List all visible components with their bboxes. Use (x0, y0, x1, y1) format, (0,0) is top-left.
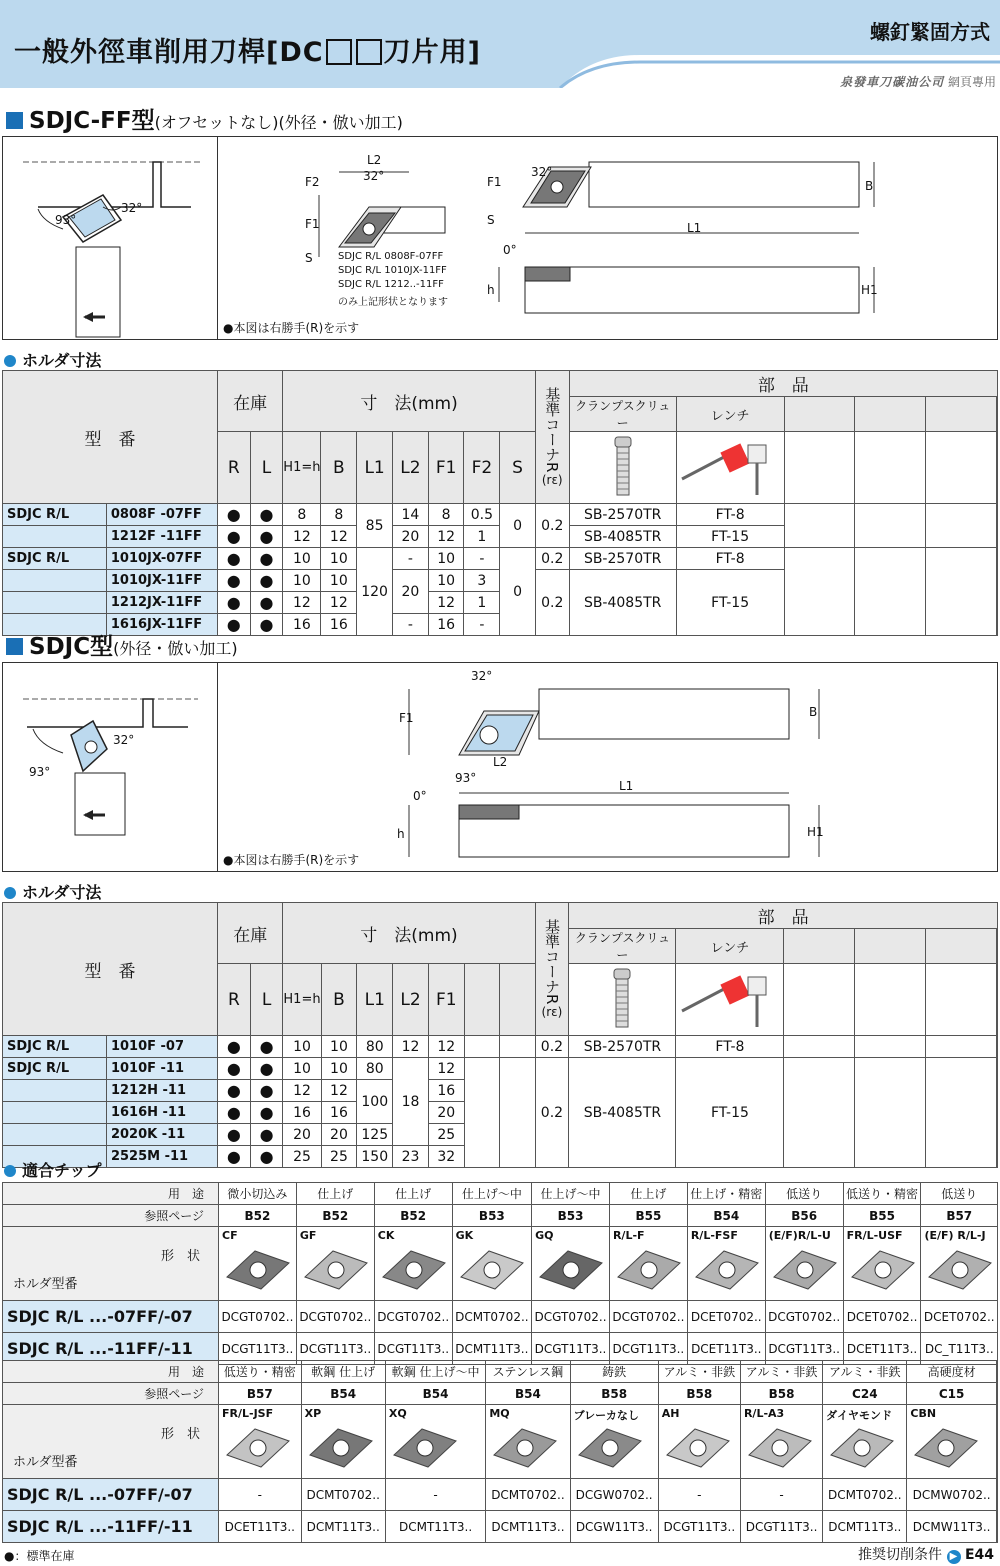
chip-code: GK (455, 1229, 474, 1242)
chip-ref-page (996, 1383, 997, 1405)
label-F1: F1 (305, 217, 320, 231)
chip-insert-07: DCGT0702.. (532, 1301, 610, 1333)
chip-shape (374, 1227, 452, 1301)
models-note-2: SDJC R/L 1010JX-11FF (338, 265, 447, 276)
section-title-sdjc: SDJC型(外径・倣い加工) (6, 628, 238, 661)
page-title: 一般外徑車削用刀桿[DC 刀片用] (14, 37, 481, 68)
chip-shape (658, 1405, 740, 1479)
chip-ref-page[interactable]: B54 (301, 1383, 385, 1405)
chip-ref-page[interactable]: B57 (219, 1383, 302, 1405)
chip-code: XP (304, 1407, 322, 1420)
footer-legend: ●：標準在庫 (4, 1549, 75, 1563)
chip-code: CF (222, 1229, 238, 1242)
chip-insert-icon (459, 1247, 525, 1293)
clamp-method: 螺釘緊固方式 (870, 20, 990, 44)
chip-ref-page[interactable]: B58 (658, 1383, 740, 1405)
label-F1-c: F1 (399, 711, 414, 725)
arrow-circle-icon: ▶ (947, 1550, 961, 1564)
label-L2-c: L2 (493, 755, 508, 769)
chip-insert-11: DCMT11T3.. (452, 1333, 531, 1365)
chip-code: CBN (910, 1407, 937, 1420)
label-L1: L1 (687, 221, 702, 235)
chip-ref-page[interactable]: B55 (609, 1205, 687, 1227)
chip-code: (E/F)R/L-U (768, 1229, 831, 1242)
label-S: S (305, 251, 313, 265)
th-model: 型 番 (3, 371, 218, 504)
square-icon (6, 112, 23, 129)
chip-insert-icon (381, 1247, 447, 1293)
chip-insert-11: DCET11T3.. (687, 1333, 765, 1365)
label-S-b: S (487, 213, 495, 227)
chip-insert-07: DCGT0702.. (765, 1301, 843, 1333)
chip-insert-11: DCGT11T3.. (765, 1333, 843, 1365)
chip-insert-icon (225, 1425, 291, 1471)
chip-shape (296, 1227, 374, 1301)
chip-use: アルミ・非鉄 (823, 1361, 907, 1383)
chip-code: AH (661, 1407, 680, 1420)
models-note-3: SDJC R/L 1212..-11FF (338, 279, 444, 290)
section-title-sdjc-ff: SDJC-FF型(オフセットなし)(外径・倣い加工) (6, 102, 403, 135)
screw-icon (569, 964, 676, 1036)
chip-code: R/L-F (612, 1229, 645, 1242)
diagram-sdjc (2, 662, 998, 872)
chip-insert-11: DCGT11T3.. (609, 1333, 687, 1365)
chip-shape (452, 1227, 531, 1301)
label-zero: 0° (503, 243, 517, 257)
chip-insert-11: DCGW11T3.. (570, 1511, 658, 1543)
chip-ref-page[interactable]: B52 (296, 1205, 374, 1227)
label-zero-c: 0° (413, 789, 427, 803)
chip-code: GF (299, 1229, 317, 1242)
chip-use: ステンレス鋼 (486, 1361, 570, 1383)
label-B: B (865, 179, 874, 193)
chip-insert-07: - (219, 1479, 302, 1511)
chip-insert-icon (616, 1247, 682, 1293)
diagram-left-panel (3, 137, 218, 339)
chip-insert-icon (694, 1247, 760, 1293)
chip-use: 軟鋼 仕上げ～中 (385, 1361, 485, 1383)
chip-ref-page[interactable]: B52 (219, 1205, 297, 1227)
chip-insert-icon (303, 1247, 369, 1293)
chips-table-2: 用 途 低送り・精密 軟鋼 仕上げ 軟鋼 仕上げ～中 ステンレス鋼 鋳鉄 アルミ・非鉄 アルミ・非鉄 アルミ・非鉄 高硬度材 参照ページ B57 B54 B54 B54 B58 B58 B58 C24 C15 形 状 ホルダ型番 FR/L-JSF XP XQ MQ ブレーカなし AH R/L-A3 ダイヤモンド CBN SDJC R/L ...-07FF/-07 - DCMT0702.. - DCMT0702.. DCGW0702.. - - DCMT0702.. DCMW0702.. SDJC R/L ...-11FF/-11 DCET11T3.. DCMT11T3.. DCMT11T3.. DCMT11T3.. DCGW11T3.. DCGT11T3.. DCGT11T3.. DCMT11T3.. DCMW11T3.. (2, 1360, 998, 1543)
chip-shape (740, 1405, 822, 1479)
chip-shape (823, 1405, 907, 1479)
tool-drawing-svg-2 (219, 663, 999, 873)
chip-code: XQ (388, 1407, 407, 1420)
chip-ref-page[interactable]: B55 (843, 1205, 921, 1227)
models-note-4: のみ上記形状となります (338, 297, 448, 308)
chip-insert-11 (996, 1511, 997, 1543)
chip-insert-11: DCET11T3.. (843, 1333, 921, 1365)
chip-insert-07: DCGT0702.. (296, 1301, 374, 1333)
chip-insert-11: DCGT11T3.. (740, 1511, 822, 1543)
chip-insert-icon (927, 1247, 993, 1293)
chip-ref-page[interactable]: B53 (532, 1205, 610, 1227)
chip-insert-07: DCET0702.. (921, 1301, 998, 1333)
label-L1-c: L1 (619, 779, 634, 793)
label-32-c: 32° (471, 669, 493, 683)
chip-use: 軟鋼 仕上げ (301, 1361, 385, 1383)
chip-insert-11: DC_T11T3.. (921, 1333, 998, 1365)
wrench-icon (676, 964, 784, 1036)
label-F2: F2 (305, 175, 320, 189)
chip-use: 仕上げ (609, 1183, 687, 1205)
chip-ref-page[interactable]: B58 (570, 1383, 658, 1405)
chip-shape (765, 1227, 843, 1301)
chip-code: FR/L-USF (846, 1229, 903, 1242)
chip-shape (609, 1227, 687, 1301)
chips-title: 適合チップ (4, 1158, 102, 1181)
right-hand-note: ●本図は右勝手(R)を示す (223, 321, 360, 335)
label-F1-b: F1 (487, 175, 502, 189)
angle-32-label: 32° (121, 201, 143, 215)
chip-ref-page[interactable]: C24 (823, 1383, 907, 1405)
chip-use: 低送り・精密 (219, 1361, 302, 1383)
chip-insert-07: DCGT0702.. (374, 1301, 452, 1333)
chips-table-1: 用 途 微小切込み 仕上げ 仕上げ 仕上げ～中 仕上げ～中 仕上げ 仕上げ・精密 低送り 低送り・精密 低送り 参照ページ B52 B52 B52 B53 B53 B55 B54 B56 B55 B57 形 状 ホルダ型番 CF GF CK GK GQ R/L-F R/L-FSF (E/F)R/L-U FR/L-USF (E/F) R/L-J SDJC R/L ...-07FF/-07 DCGT0702.. DCGT0702.. DCGT0702.. DCMT0702.. DCGT0702.. DCGT0702.. DCET0702.. DCGT0702.. DCET0702.. DCET0702.. SDJC R/L ...-11FF/-11 DCGT11T3.. DCGT11T3.. DCGT11T3.. DCMT11T3.. DCGT11T3.. DCGT11T3.. DCET11T3.. DCGT11T3.. DCET11T3.. DC_T11T3.. (2, 1182, 998, 1365)
chip-insert-icon (492, 1425, 558, 1471)
chip-insert-07 (996, 1479, 997, 1511)
chip-ref-page[interactable]: B52 (374, 1205, 452, 1227)
chip-shape (301, 1405, 385, 1479)
chip-insert-11: DCGT11T3.. (296, 1333, 374, 1365)
chip-use (996, 1361, 997, 1383)
diagram-left-panel-2 (3, 663, 218, 871)
right-hand-note-2: ●本図は右勝手(R)を示す (223, 853, 360, 867)
chip-insert-07: - (658, 1479, 740, 1511)
chip-ref-page[interactable]: B54 (385, 1383, 485, 1405)
th-parts: 部 品 (569, 371, 997, 397)
chip-insert-icon (577, 1425, 643, 1471)
chip-insert-icon (392, 1425, 458, 1471)
chip-insert-icon (850, 1247, 916, 1293)
chip-insert-07: DCET0702.. (843, 1301, 921, 1333)
chip-ref-page[interactable]: B54 (486, 1383, 570, 1405)
label-93-c: 93° (455, 771, 477, 785)
chip-insert-07: DCGT0702.. (219, 1301, 297, 1333)
holder-dims-title-1: ホルダ寸法 (4, 348, 101, 371)
chip-insert-11: DCGT11T3.. (658, 1511, 740, 1543)
label-L2: L2 (367, 153, 382, 167)
brand-line: 泉發車刀碳油公司 網頁專用 (840, 75, 996, 89)
label-h-c: h (397, 827, 405, 841)
chip-insert-icon (225, 1247, 291, 1293)
chip-insert-icon (747, 1425, 813, 1471)
chip-use: 低送り (921, 1183, 998, 1205)
blank-box-1 (326, 39, 352, 65)
chip-insert-11: DCMT11T3.. (301, 1511, 385, 1543)
label-h: h (487, 283, 495, 297)
chip-insert-11: DCGT11T3.. (532, 1333, 610, 1365)
chip-use: 仕上げ (374, 1183, 452, 1205)
footer-link[interactable]: 推奨切削条件 ▶ E44 (858, 1547, 994, 1563)
chip-use: 高硬度材 (907, 1361, 996, 1383)
label-H1-c: H1 (807, 825, 824, 839)
th-stock: 在庫 (217, 371, 282, 432)
chip-use: アルミ・非鉄 (740, 1361, 822, 1383)
chip-ref-page[interactable]: B53 (452, 1205, 531, 1227)
chip-insert-icon (913, 1425, 979, 1471)
chip-insert-07: DCMT0702.. (486, 1479, 570, 1511)
chip-insert-11: DCMT11T3.. (486, 1511, 570, 1543)
angle-32-label-2: 32° (113, 733, 135, 747)
holder-dims-title-2: ホルダ寸法 (4, 880, 101, 903)
chip-shape (921, 1227, 998, 1301)
chip-ref-page[interactable]: C15 (907, 1383, 996, 1405)
screw-icon (569, 432, 676, 504)
chip-ref-page[interactable]: B57 (921, 1205, 998, 1227)
chip-code: ダイヤモンド (826, 1409, 892, 1422)
chip-code: R/L-A3 (743, 1407, 785, 1420)
chip-use: 微小切込み (219, 1183, 297, 1205)
holder-table-sdjc: 型 番 在庫 寸 法(mm) 基準コーナR (rε) 部 品 クランプスクリュー レンチ R L H1=h B L1 L2 F1 SDJC R/L 1010F -07 ● ● 10 10 80 12 12 0.2 SB-2570TR FT-8 SDJC R/L 1010F -11 ● ● 10 10 80 18 12 0.2 SB-4085TR FT-15 1212H -11 ● ● 12 12 100 16 1616H -11 ● ● 16 16 20 2020K -11 ● ● 20 20 125 25 2525M -11 ● ● 25 25 150 23 32 (2, 902, 998, 1168)
chip-shape (486, 1405, 570, 1479)
chip-use: 仕上げ・精密 (687, 1183, 765, 1205)
chip-insert-07: DCMT0702.. (301, 1479, 385, 1511)
chip-shape (219, 1405, 302, 1479)
holder-table-ff: 型 番 在庫 寸 法(mm) 基準コーナR (rε) 部 品 クランプスクリュー レンチ R L H1=h B L1 L2 F1 F2 S SDJC R/L 0808F -07FF ● ● 8 8 85 14 8 0.5 0 0.2 SB-2570TR FT-8 1212F -11FF ● ● 12 12 20 12 1 SB-4085TR FT-15 SDJC R/L 1010JX-07FF ● ● 10 10 120 - 10 - 0 0.2 SB-2570TR FT-8 1010JX-11FF ● ● 10 10 20 10 3 0.2 SB-4085TR FT-15 1212JX-11FF ● ● 12 12 12 1 1616JX-11FF ● ● 16 16 - 16 - (2, 370, 998, 636)
label-32-b: 32° (531, 165, 553, 179)
chip-shape (907, 1405, 996, 1479)
chip-insert-11: DCGT11T3.. (374, 1333, 452, 1365)
chip-ref-page[interactable]: B58 (740, 1383, 822, 1405)
chip-ref-page[interactable]: B54 (687, 1205, 765, 1227)
chip-code: (E/F) R/L-J (924, 1229, 986, 1242)
chip-code: FR/L-JSF (222, 1407, 274, 1420)
label-B-c: B (809, 705, 818, 719)
chip-shape (532, 1227, 610, 1301)
chip-insert-07: - (740, 1479, 822, 1511)
chip-use: 仕上げ (296, 1183, 374, 1205)
chip-insert-07: DCGW0702.. (570, 1479, 658, 1511)
chip-insert-07: DCMT0702.. (823, 1479, 907, 1511)
chip-insert-11: DCMT11T3.. (823, 1511, 907, 1543)
angle-93-label-2: 93° (29, 765, 51, 779)
th-corner: 基準コーナR (rε) (535, 371, 569, 504)
models-note-1: SDJC R/L 0808F-07FF (338, 251, 444, 262)
angle-93-label: 93° (55, 213, 77, 227)
chip-insert-11: DCMW11T3.. (907, 1511, 996, 1543)
page-header (0, 0, 1000, 92)
chip-insert-07: - (385, 1479, 485, 1511)
diagram-sdjc-ff (2, 136, 998, 340)
chip-use: アルミ・非鉄 (658, 1361, 740, 1383)
th-wrench: レンチ (676, 397, 784, 432)
blank-box-2 (356, 39, 382, 65)
square-icon (6, 638, 23, 655)
chip-shape (385, 1405, 485, 1479)
chip-insert-icon (538, 1247, 604, 1293)
label-H1: H1 (861, 283, 878, 297)
chip-insert-07: DCGT0702.. (609, 1301, 687, 1333)
chip-use: 仕上げ～中 (452, 1183, 531, 1205)
chip-shape (687, 1227, 765, 1301)
th-screw: クランプスクリュー (569, 397, 676, 432)
th-dims: 寸 法(mm) (283, 371, 536, 432)
chip-insert-icon (829, 1425, 895, 1471)
chip-code: R/L-FSF (690, 1229, 738, 1242)
chip-use: 低送り・精密 (843, 1183, 921, 1205)
tool-drawing-svg (219, 137, 999, 341)
chip-insert-icon (665, 1425, 731, 1471)
chip-insert-07: DCMW0702.. (907, 1479, 996, 1511)
chip-shape (219, 1227, 297, 1301)
chip-insert-icon (308, 1425, 374, 1471)
chip-insert-07: DCET0702.. (687, 1301, 765, 1333)
chip-use: 低送り (765, 1183, 843, 1205)
chip-shape (996, 1405, 997, 1479)
chip-ref-page[interactable]: B56 (765, 1205, 843, 1227)
chip-code: MQ (489, 1407, 510, 1420)
chip-insert-11: DCET11T3.. (219, 1511, 302, 1543)
wrench-icon (676, 432, 784, 504)
chip-use: 仕上げ～中 (532, 1183, 610, 1205)
chip-insert-11: DCMT11T3.. (385, 1511, 485, 1543)
chip-code: ブレーカなし (573, 1409, 639, 1422)
chip-code: GQ (535, 1229, 554, 1242)
chip-shape (570, 1405, 658, 1479)
chip-insert-07: DCMT0702.. (452, 1301, 531, 1333)
chip-shape (843, 1227, 921, 1301)
label-32: 32° (363, 169, 385, 183)
chip-code: CK (377, 1229, 395, 1242)
chip-insert-icon (772, 1247, 838, 1293)
chip-use: 鋳鉄 (570, 1361, 658, 1383)
chip-insert-11: DCGT11T3.. (219, 1333, 297, 1365)
cutting-view-svg (3, 137, 218, 341)
